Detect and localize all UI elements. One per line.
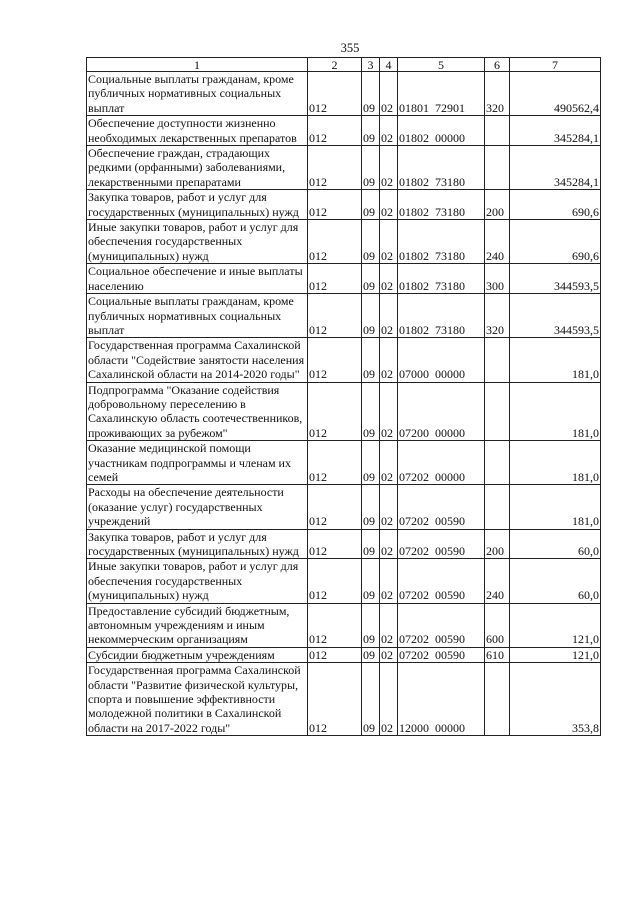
ministry-code-cell: 012 (308, 146, 362, 190)
section-code-cell: 09 (362, 338, 380, 382)
amount-cell: 353,8 (510, 663, 601, 736)
expense-name-cell: Подпрограмма "Оказание содействия добровольному переселению в Сахалинскую область соотечественников, проживающих за рубежом" (87, 382, 308, 441)
target-article-cell: 07000 00000 (398, 338, 485, 382)
column-number-header (87, 58, 601, 72)
expense-name-cell: Закупка товаров, работ и услуг для государственных (муниципальных) нужд (87, 190, 308, 220)
amount-cell: 690,6 (510, 190, 601, 220)
subsection-code-cell: 02 (380, 72, 398, 116)
expense-name-cell: Закупка товаров, работ и услуг для государственных (муниципальных) нужд (87, 529, 308, 559)
table-row (87, 382, 601, 441)
table-row (87, 338, 601, 382)
amount-cell: 60,0 (510, 559, 601, 603)
table-row (87, 603, 601, 647)
amount-cell: 344593,5 (510, 294, 601, 338)
page-number: 355 (340, 41, 360, 55)
ministry-code-cell: 012 (308, 663, 362, 736)
expense-name-cell: Обеспечение граждан, страдающих редкими (орфанными) заболеваниями, лекарственными препаратами (87, 146, 308, 190)
subsection-code-cell: 02 (380, 338, 398, 382)
ministry-code-cell: 012 (308, 338, 362, 382)
table-row (87, 529, 601, 559)
target-article-cell: 07202 00000 (398, 441, 485, 485)
target-article-cell: 01801 72901 (398, 72, 485, 116)
expense-name-cell: Социальные выплаты гражданам, кроме публичных нормативных социальных выплат (87, 294, 308, 338)
expense-type-cell: 320 (485, 72, 510, 116)
ministry-code-cell: 012 (308, 294, 362, 338)
subsection-code-cell: 02 (380, 116, 398, 146)
expense-name-cell: Социальные выплаты гражданам, кроме публичных нормативных социальных выплат (87, 72, 308, 116)
expense-name-cell: Предоставление субсидий бюджетным, автономным учреждениям и иным некоммерческим организациям (87, 603, 308, 647)
expense-type-cell: 320 (485, 294, 510, 338)
expense-type-cell: 240 (485, 559, 510, 603)
subsection-code-cell: 02 (380, 647, 398, 662)
target-article-cell: 01802 73180 (398, 220, 485, 264)
subsection-code-cell: 02 (380, 441, 398, 485)
section-code-cell: 09 (362, 116, 380, 146)
subsection-code-cell: 02 (380, 663, 398, 736)
amount-cell: 345284,1 (510, 146, 601, 190)
expense-name-cell: Субсидии бюджетным учреждениям (87, 647, 308, 662)
expense-type-cell: 200 (485, 190, 510, 220)
expense-type-cell (485, 116, 510, 146)
target-article-cell: 01802 73180 (398, 146, 485, 190)
ministry-code-cell: 012 (308, 529, 362, 559)
table-row (87, 485, 601, 529)
target-article-cell: 07202 00590 (398, 529, 485, 559)
table-row (87, 264, 601, 294)
section-code-cell: 09 (362, 294, 380, 338)
subsection-code-cell: 02 (380, 559, 398, 603)
expense-name-cell: Обеспечение доступности жизненно необходимых лекарственных препаратов (87, 116, 308, 146)
subsection-code-cell: 02 (380, 529, 398, 559)
table-row (87, 190, 601, 220)
table-row (87, 294, 601, 338)
expense-type-cell (485, 382, 510, 441)
table-row (87, 663, 601, 736)
ministry-code-cell: 012 (308, 220, 362, 264)
section-code-cell: 09 (362, 647, 380, 662)
ministry-code-cell: 012 (308, 116, 362, 146)
section-code-cell: 09 (362, 441, 380, 485)
expense-type-cell (485, 441, 510, 485)
table-body (87, 72, 601, 736)
table-row (87, 559, 601, 603)
table-row (87, 220, 601, 264)
subsection-code-cell: 02 (380, 190, 398, 220)
ministry-code-cell: 012 (308, 603, 362, 647)
expense-name-cell: Государственная программа Сахалинской области "Развитие физической культуры, спорта и повышение эффективности молодежной политики в Сахалинской области на 2017-2022 годы" (87, 663, 308, 736)
section-code-cell: 09 (362, 190, 380, 220)
subsection-code-cell: 02 (380, 485, 398, 529)
subsection-code-cell: 02 (380, 264, 398, 294)
section-code-cell: 09 (362, 72, 380, 116)
table-row (87, 116, 601, 146)
section-code-cell: 09 (362, 220, 380, 264)
section-code-cell: 09 (362, 603, 380, 647)
amount-cell: 121,0 (510, 603, 601, 647)
amount-cell: 60,0 (510, 529, 601, 559)
amount-cell: 181,0 (510, 441, 601, 485)
subsection-code-cell: 02 (380, 146, 398, 190)
expense-name-cell: Оказание медицинской помощи участникам подпрограммы и членам их семей (87, 441, 308, 485)
target-article-cell: 07202 00590 (398, 603, 485, 647)
ministry-code-cell: 012 (308, 72, 362, 116)
subsection-code-cell: 02 (380, 603, 398, 647)
expense-type-cell (485, 338, 510, 382)
expense-name-cell: Иные закупки товаров, работ и услуг для обеспечения государственных (муниципальных) нужд (87, 220, 308, 264)
ministry-code-cell: 012 (308, 190, 362, 220)
subsection-code-cell: 02 (380, 220, 398, 264)
table-row (87, 72, 601, 116)
ministry-code-cell: 012 (308, 647, 362, 662)
target-article-cell: 07202 00590 (398, 559, 485, 603)
expense-type-cell: 200 (485, 529, 510, 559)
section-code-cell: 09 (362, 529, 380, 559)
expense-type-cell: 240 (485, 220, 510, 264)
section-code-cell: 09 (362, 485, 380, 529)
target-article-cell: 07202 00590 (398, 647, 485, 662)
expense-name-cell: Государственная программа Сахалинской области "Содействие занятости населения Сахалинской области на 2014-2020 годы" (87, 338, 308, 382)
column-header: 3 (362, 58, 380, 72)
target-article-cell: 01802 73180 (398, 264, 485, 294)
amount-cell: 181,0 (510, 382, 601, 441)
target-article-cell: 01802 73180 (398, 294, 485, 338)
table-row (87, 647, 601, 662)
expense-type-cell: 610 (485, 647, 510, 662)
section-code-cell: 09 (362, 663, 380, 736)
ministry-code-cell: 012 (308, 382, 362, 441)
subsection-code-cell: 02 (380, 382, 398, 441)
table-row (87, 146, 601, 190)
section-code-cell: 09 (362, 382, 380, 441)
amount-cell: 181,0 (510, 485, 601, 529)
expense-type-cell (485, 146, 510, 190)
section-code-cell: 09 (362, 146, 380, 190)
table-row (87, 441, 601, 485)
amount-cell: 490562,4 (510, 72, 601, 116)
target-article-cell: 01802 00000 (398, 116, 485, 146)
column-header: 6 (485, 58, 510, 72)
expense-name-cell: Расходы на обеспечение деятельности (оказание услуг) государственных учреждений (87, 485, 308, 529)
column-header: 2 (308, 58, 362, 72)
ministry-code-cell: 012 (308, 485, 362, 529)
column-header: 7 (510, 58, 601, 72)
amount-cell: 690,6 (510, 220, 601, 264)
section-code-cell: 09 (362, 559, 380, 603)
section-code-cell: 09 (362, 264, 380, 294)
expense-type-cell (485, 485, 510, 529)
column-header: 1 (87, 58, 308, 72)
expense-name-cell: Иные закупки товаров, работ и услуг для обеспечения государственных (муниципальных) нужд (87, 559, 308, 603)
ministry-code-cell: 012 (308, 264, 362, 294)
column-header: 5 (398, 58, 485, 72)
target-article-cell: 07202 00590 (398, 485, 485, 529)
amount-cell: 121,0 (510, 647, 601, 662)
expense-name-cell: Социальное обеспечение и иные выплаты населению (87, 264, 308, 294)
expense-type-cell: 300 (485, 264, 510, 294)
target-article-cell: 01802 73180 (398, 190, 485, 220)
subsection-code-cell: 02 (380, 294, 398, 338)
column-header: 4 (380, 58, 398, 72)
amount-cell: 181,0 (510, 338, 601, 382)
target-article-cell: 12000 00000 (398, 663, 485, 736)
amount-cell: 344593,5 (510, 264, 601, 294)
expense-type-cell: 600 (485, 603, 510, 647)
ministry-code-cell: 012 (308, 441, 362, 485)
budget-table (86, 57, 601, 736)
amount-cell: 345284,1 (510, 116, 601, 146)
target-article-cell: 07200 00000 (398, 382, 485, 441)
ministry-code-cell: 012 (308, 559, 362, 603)
expense-type-cell (485, 663, 510, 736)
